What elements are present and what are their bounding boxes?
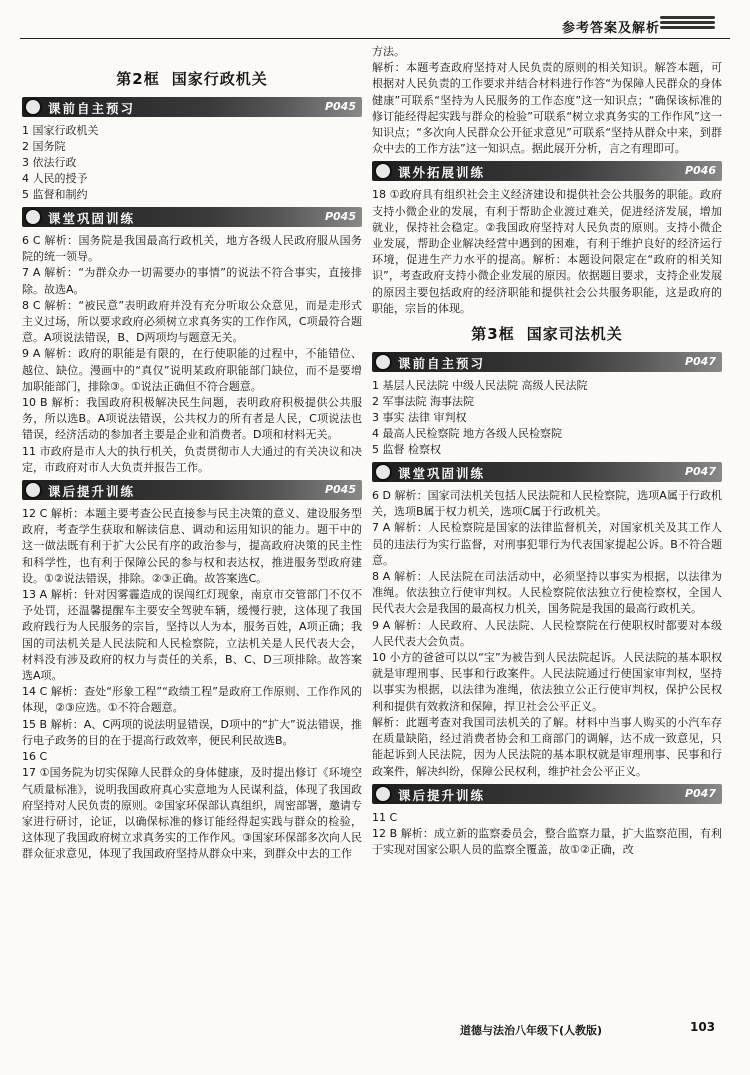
footer-book-title: 道德与法治八年级下(人教版): [460, 1024, 603, 1037]
right-column: [372, 44, 722, 858]
list-item: 1 基层人民法院 中级人民法院 高级人民法院: [372, 379, 588, 393]
answer-paragraph: 方法。: [372, 45, 405, 58]
after-class-answers: [22, 506, 362, 862]
answer-paragraph: 10 小方的爸爸可以以“宝”为被告到人民法院起诉。人民法院的基本职权就是审理刑事、民事和行政案件。人民法院通过行使国家审判权，坚持以事实为根据，以法律为准绳，依法独立公正行使审判权，保护公民权利和提供有效救济和保障，捍卫社会公平正义。: [372, 651, 722, 713]
list-item: 3 事实 法律 审判权: [372, 411, 467, 425]
bar-preview-3: 课前自主预习 P047: [372, 352, 722, 372]
bullet-icon: [374, 785, 392, 803]
answer-paragraph: 9 A 解析：人民政府、人民法院、人民检察院在行使职权时都要对本级人民代表大会负责。: [372, 618, 722, 648]
answer-paragraph: 10 B 解析：我国政府积极解决民生问题，表明政府积极提供公共服务，所以选B。A项说法错误，公共权力的所有者是人民，C项说法也错误，经济活动的参加者主要是企业和消费者。D项和材料无关。: [22, 396, 362, 442]
answer-paragraph: 8 C 解析：“被民意”表明政府并没有充分听取公众意见，而是走形式主义过场，所以要求政府必须树立求真务实的工作作风，C项最符合题意。A项说法错误，B、D两项均与题意无关。: [22, 298, 362, 345]
header-divider: [20, 38, 730, 39]
list-item: 2 军事法院 海事法院: [372, 395, 474, 409]
extension-answers: [372, 187, 722, 317]
preview-list-3: [372, 378, 722, 458]
answer-paragraph: 6 C 解析：国务院是我国最高行政机关，地方各级人民政府服从国务院的统一领导。: [22, 234, 362, 264]
bullet-icon: [374, 463, 392, 481]
answer-paragraph: 17 ①国务院为切实保障人民群众的身体健康，及时提出修订《环境空气质量标准》，说明我国政府真心实意地为人民谋利益，体现了我国政府坚持对人民负责的原则。②国家环保部认真组织，周密部署，邀请专家进行研讨，论证，以确保标准的修订能经得起实践与群众的检验，这体现了我国政府树立求真务实的工作作风。③国家环保部多次向人民群众征求意见，体现了我国政府坚持从群众中来，到群众中去的工作: [22, 766, 362, 861]
answer-paragraph: 12 B 解析：成立新的监察委员会，整合监察力量，扩大监察范围，有利于实现对国家公职人员的监察全覆盖，故①②正确，改: [372, 826, 722, 857]
bullet-icon: [24, 208, 42, 226]
bullet-icon: [374, 162, 392, 180]
list-item: 1 国家行政机关: [22, 124, 99, 137]
bar-after-class-3: 课后提升训练 P047: [372, 784, 722, 804]
answer-paragraph: 13 A 解析：针对因雾霾造成的误闯红灯现象，南京市交管部门不仅不予处罚，还温馨提醒车主要安全驾驶车辆，缓慢行驶，这体现了我国政府践行为人民服务的宗旨，坚持以人为本，服务百姓，A项正确；我国的司法机关是人民法院和人民检察院，立法机关是人民代表大会，材料没有涉及政府的权力与责任的关系，B、C、D三项排除。故答案选A项。: [22, 588, 362, 683]
answer-paragraph: 6 D 解析：国家司法机关包括人民法院和人民检察院，选项A属于行政机关，选项B属于权力机关，选项C属于行政机关。: [372, 489, 722, 519]
after-class-answers-3: [372, 810, 722, 859]
header-decoration-icon: [660, 16, 715, 32]
list-item: 4 人民的授予: [22, 172, 88, 185]
answer-paragraph: 15 B 解析：A、C两项的说法明显错误，D项中的“扩大”说法错误，推行电子政务的目的在于提高行政效率，便民利民故选B。: [22, 717, 362, 747]
list-item: 3 依法行政: [22, 156, 77, 169]
section-title-2: 第2框 国家行政机关: [116, 70, 268, 88]
answer-paragraph: 9 A 解析：政府的职能是有限的，在行使职能的过程中，不能错位、越位、缺位。漫画中的“真仅”说明某政府职能部门缺位，而不是要增加职能部门，排除③。①说法正确但不符合题意。: [22, 347, 362, 393]
answer-paragraph: 7 A 解析：人民检察院是国家的法律监督机关，对国家机关及其工作人员的违法行为实行监督，对刑事犯罪行为代表国家提起公诉。B不符合题意。: [372, 521, 722, 567]
bar-extension: 课外拓展训练 P046: [372, 161, 722, 181]
bar-class-practice-3: 课堂巩固训练 P047: [372, 462, 722, 482]
answer-paragraph: 18 ①政府具有组织社会主义经济建设和提供社会公共服务的职能。政府支持小微企业的发展，有利于帮助企业渡过难关，促进经济发展，增加就业，保持社会稳定。②我国政府坚持对人民负责的原则。支持小微企业发展，帮助企业解决经营中遇到的困难，有利于维护良好的经济运行环境，促进生产力水平的提高。解析：本题设问限定在“政府的相关知识”，考查政府支持小微企业发展的原因。依据题目要求，支持企业发展的原因主要包括政府的经济职能和提供社会公共服务职能，这是政府的职能，宗旨的体现。: [372, 188, 722, 315]
answer-paragraph: 11 C: [372, 810, 398, 824]
class-practice-answers-3: [372, 488, 722, 780]
bar-class-practice: 课堂巩固训练 P045: [22, 207, 362, 227]
list-item: 5 监督 检察权: [372, 443, 441, 457]
class-practice-answers: [22, 233, 362, 476]
bullet-icon: [374, 353, 392, 371]
answer-paragraph: 解析：本题考查政府坚持对人民负责的原则的相关知识。解答本题，可根据对人民负责的工作要求并结合材料进行作答“为保障人民群众的身体健康”可联系“坚持为人民服务的工作态度”这一知识点；“确保该标准的修订能经得起实践与群众的检验”可联系“树立求真务实的工作作风”这一知识点；“多次向人民群众公开征求意见”可联系“坚持从群众中来，到群众中去的工作方法”这一知识点。据此展开分析，言之有理即可。: [372, 61, 722, 156]
answer-paragraph: 解析：此题考查对我国司法机关的了解。材料中当事人购买的小汽车存在质量缺陷，经过消费者协会和工商部门的调解，达不成一致意见，只能起诉到人民法院，因为人民法院的基本职权就是审理刑事、民事和行政案件，解决纠纷，保障公民权利，维护社会公平正义。: [372, 715, 722, 778]
bullet-icon: [24, 481, 42, 499]
answer-paragraph: 12 C 解析：本题主要考查公民直接参与民主决策的意义、建设服务型政府，考查学生获取和解读信息、调动和运用知识的能力。题干中的这一做法既有利于扩大公民有序的政治参与，提高政府决策的民主性和科学性，也有利于保障公民的参与权和表达权，推进服务型政府建设。①②说法错误，排除。②③正确。故答案选C。: [22, 507, 362, 585]
preview-list: [22, 123, 362, 203]
answer-paragraph: 16 C: [22, 750, 48, 764]
answer-paragraph: 8 A 解析：人民法院在司法活动中，必须坚持以事实为根据，以法律为准绳。依法独立行使审判权。人民检察院依法独立行使检察权，全国人民代表大会是我国的最高权力机关，国务院是我国的最高行政机关。: [372, 570, 722, 616]
list-item: 4 最高人民检察院 地方各级人民检察院: [372, 427, 562, 441]
answer-paragraph: 11 市政府是市人大的执行机关，负责贯彻市人大通过的有关决议和决定，市政府对市人大负责并报告工作。: [22, 444, 362, 474]
section-title-3: 第3框 国家司法机关: [471, 325, 623, 344]
bullet-icon: [24, 98, 42, 116]
answer-paragraph: 14 C 解析：查处“形象工程”“政绩工程”是政府工作原则、工作作风的体现，②③应选。①不符合题意。: [22, 685, 362, 715]
answer-paragraph: 7 A 解析：“为群众办一切需要办的事情”的说法不符合事实，直接排除。故选A。: [22, 266, 362, 296]
page-number: 103: [690, 1020, 716, 1034]
bar-preview: 课前自主预习 P045: [22, 97, 362, 117]
left-column: [22, 62, 362, 863]
header-title: 参考答案及解析: [562, 21, 661, 36]
list-item: 2 国务院: [22, 140, 66, 153]
bar-after-class: 课后提升训练 P045: [22, 480, 362, 500]
list-item: 5 监督和制约: [22, 188, 88, 201]
